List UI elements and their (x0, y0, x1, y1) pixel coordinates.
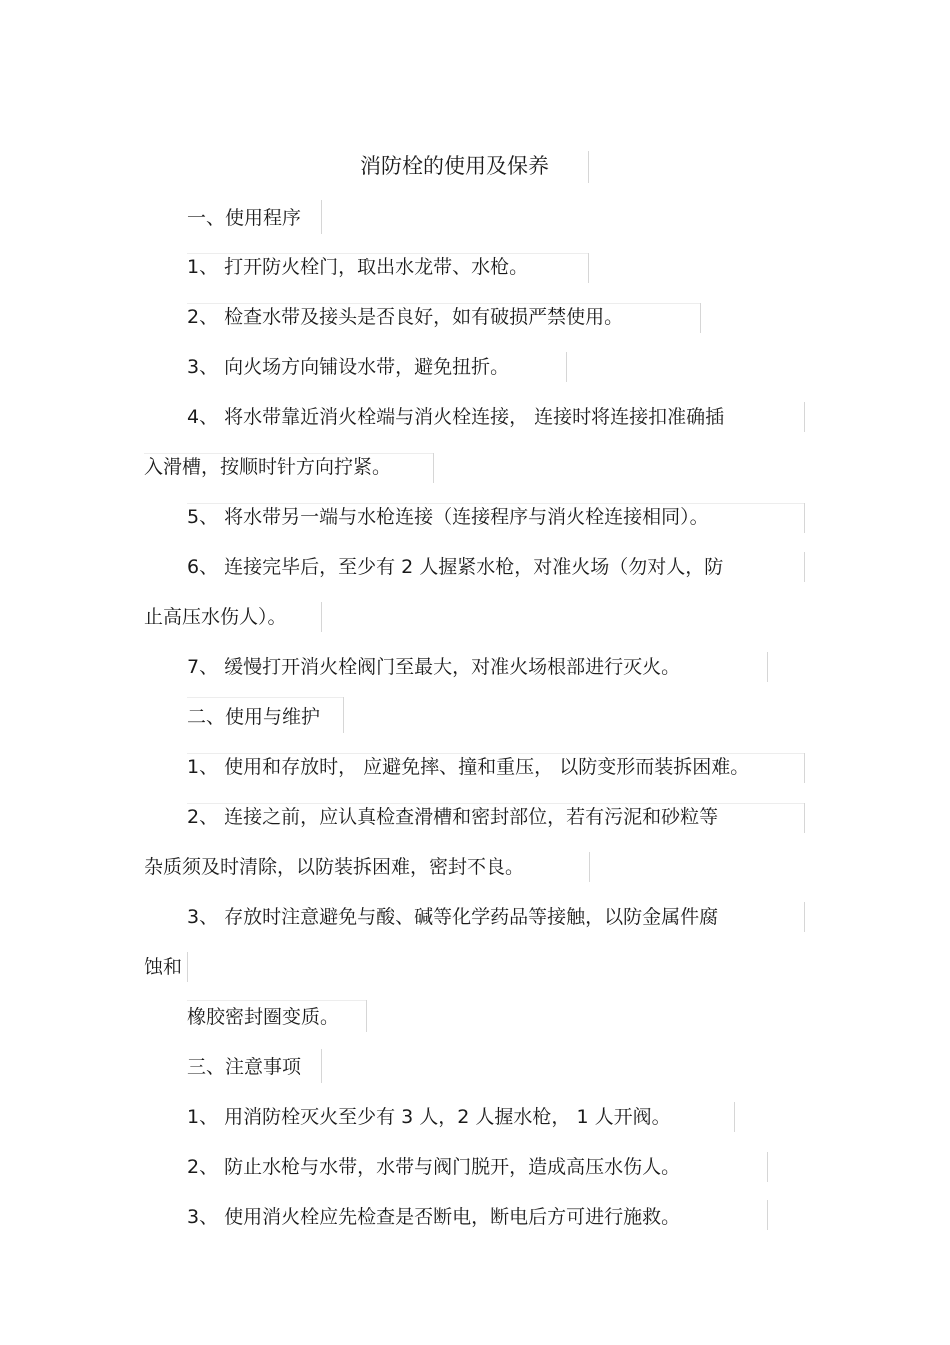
line-edge (589, 852, 590, 882)
text-line: 1、 使用和存放时， 应避免摔、撞和重压， 以防变形而装拆困难。 (187, 756, 750, 778)
line-edge (804, 902, 805, 932)
line-edge (566, 352, 567, 382)
line-edge (804, 402, 805, 432)
text-line: 入滑槽，按顺时针方向拧紧。 (144, 456, 392, 478)
text-line: 橡胶密封圈变质。 (187, 1006, 340, 1028)
line-edge (734, 1102, 735, 1132)
text-line: 1、 打开防火栓门，取出水龙带、水枪。 (187, 256, 529, 278)
text-line: 止高压水伤人）。 (144, 606, 287, 628)
text-line: 蚀和 (144, 956, 183, 978)
section-heading: 二、使用与维护 (187, 706, 321, 728)
line-edge (343, 697, 344, 733)
text-line: 2、 连接之前，应认真检查滑槽和密封部位，若有污泥和砂粒等 (187, 806, 719, 828)
text-line: 2、 检查水带及接头是否良好，如有破损严禁使用。 (187, 306, 624, 328)
line-rule (187, 697, 343, 698)
line-edge (588, 151, 589, 183)
line-edge (804, 803, 805, 833)
text-line: 5、 将水带另一端与水枪连接（连接程序与消火栓连接相同）。 (187, 506, 709, 528)
text-line: 3、 使用消火栓应先检查是否断电，断电后方可进行施救。 (187, 1206, 681, 1228)
line-edge (804, 552, 805, 582)
line-edge (366, 1000, 367, 1032)
text-line: 6、 连接完毕后，至少有 2 人握紧水枪，对准火场（勿对人，防 (187, 556, 724, 578)
text-line: 2、 防止水枪与水带，水带与阀门脱开，造成高压水伤人。 (187, 1156, 681, 1178)
line-rule (187, 503, 804, 504)
text-line: 3、 向火场方向铺设水带，避免扭折。 (187, 356, 510, 378)
line-edge (187, 952, 188, 982)
line-edge (767, 1152, 768, 1182)
page-title: 消防栓的使用及保养 (360, 154, 549, 178)
line-edge (588, 253, 589, 283)
line-edge (767, 1200, 768, 1230)
text-line: 4、 将水带靠近消火栓端与消火栓连接， 连接时将连接扣准确插 (187, 406, 725, 428)
line-rule (144, 453, 433, 454)
text-line: 3、 存放时注意避免与酸、碱等化学药品等接触，以防金属件腐 (187, 906, 719, 928)
text-line: 1、 用消防栓灭火至少有 3 人，2 人握水枪， 1 人开阀。 (187, 1106, 671, 1128)
line-edge (804, 753, 805, 783)
line-edge (321, 200, 322, 234)
text-line: 杂质须及时清除，以防装拆困难，密封不良。 (144, 856, 525, 878)
line-rule (187, 253, 588, 254)
line-edge (804, 503, 805, 533)
line-rule (187, 1000, 366, 1001)
line-edge (321, 602, 322, 632)
text-line: 7、 缓慢打开消火栓阀门至最大，对准火场根部进行灭火。 (187, 656, 681, 678)
line-edge (433, 453, 434, 483)
section-heading: 一、使用程序 (187, 207, 302, 229)
line-edge (321, 1049, 322, 1083)
line-rule (187, 803, 804, 804)
line-edge (767, 652, 768, 682)
section-heading: 三、注意事项 (187, 1056, 302, 1078)
line-rule (187, 303, 700, 304)
line-edge (700, 303, 701, 333)
line-rule (187, 753, 804, 754)
